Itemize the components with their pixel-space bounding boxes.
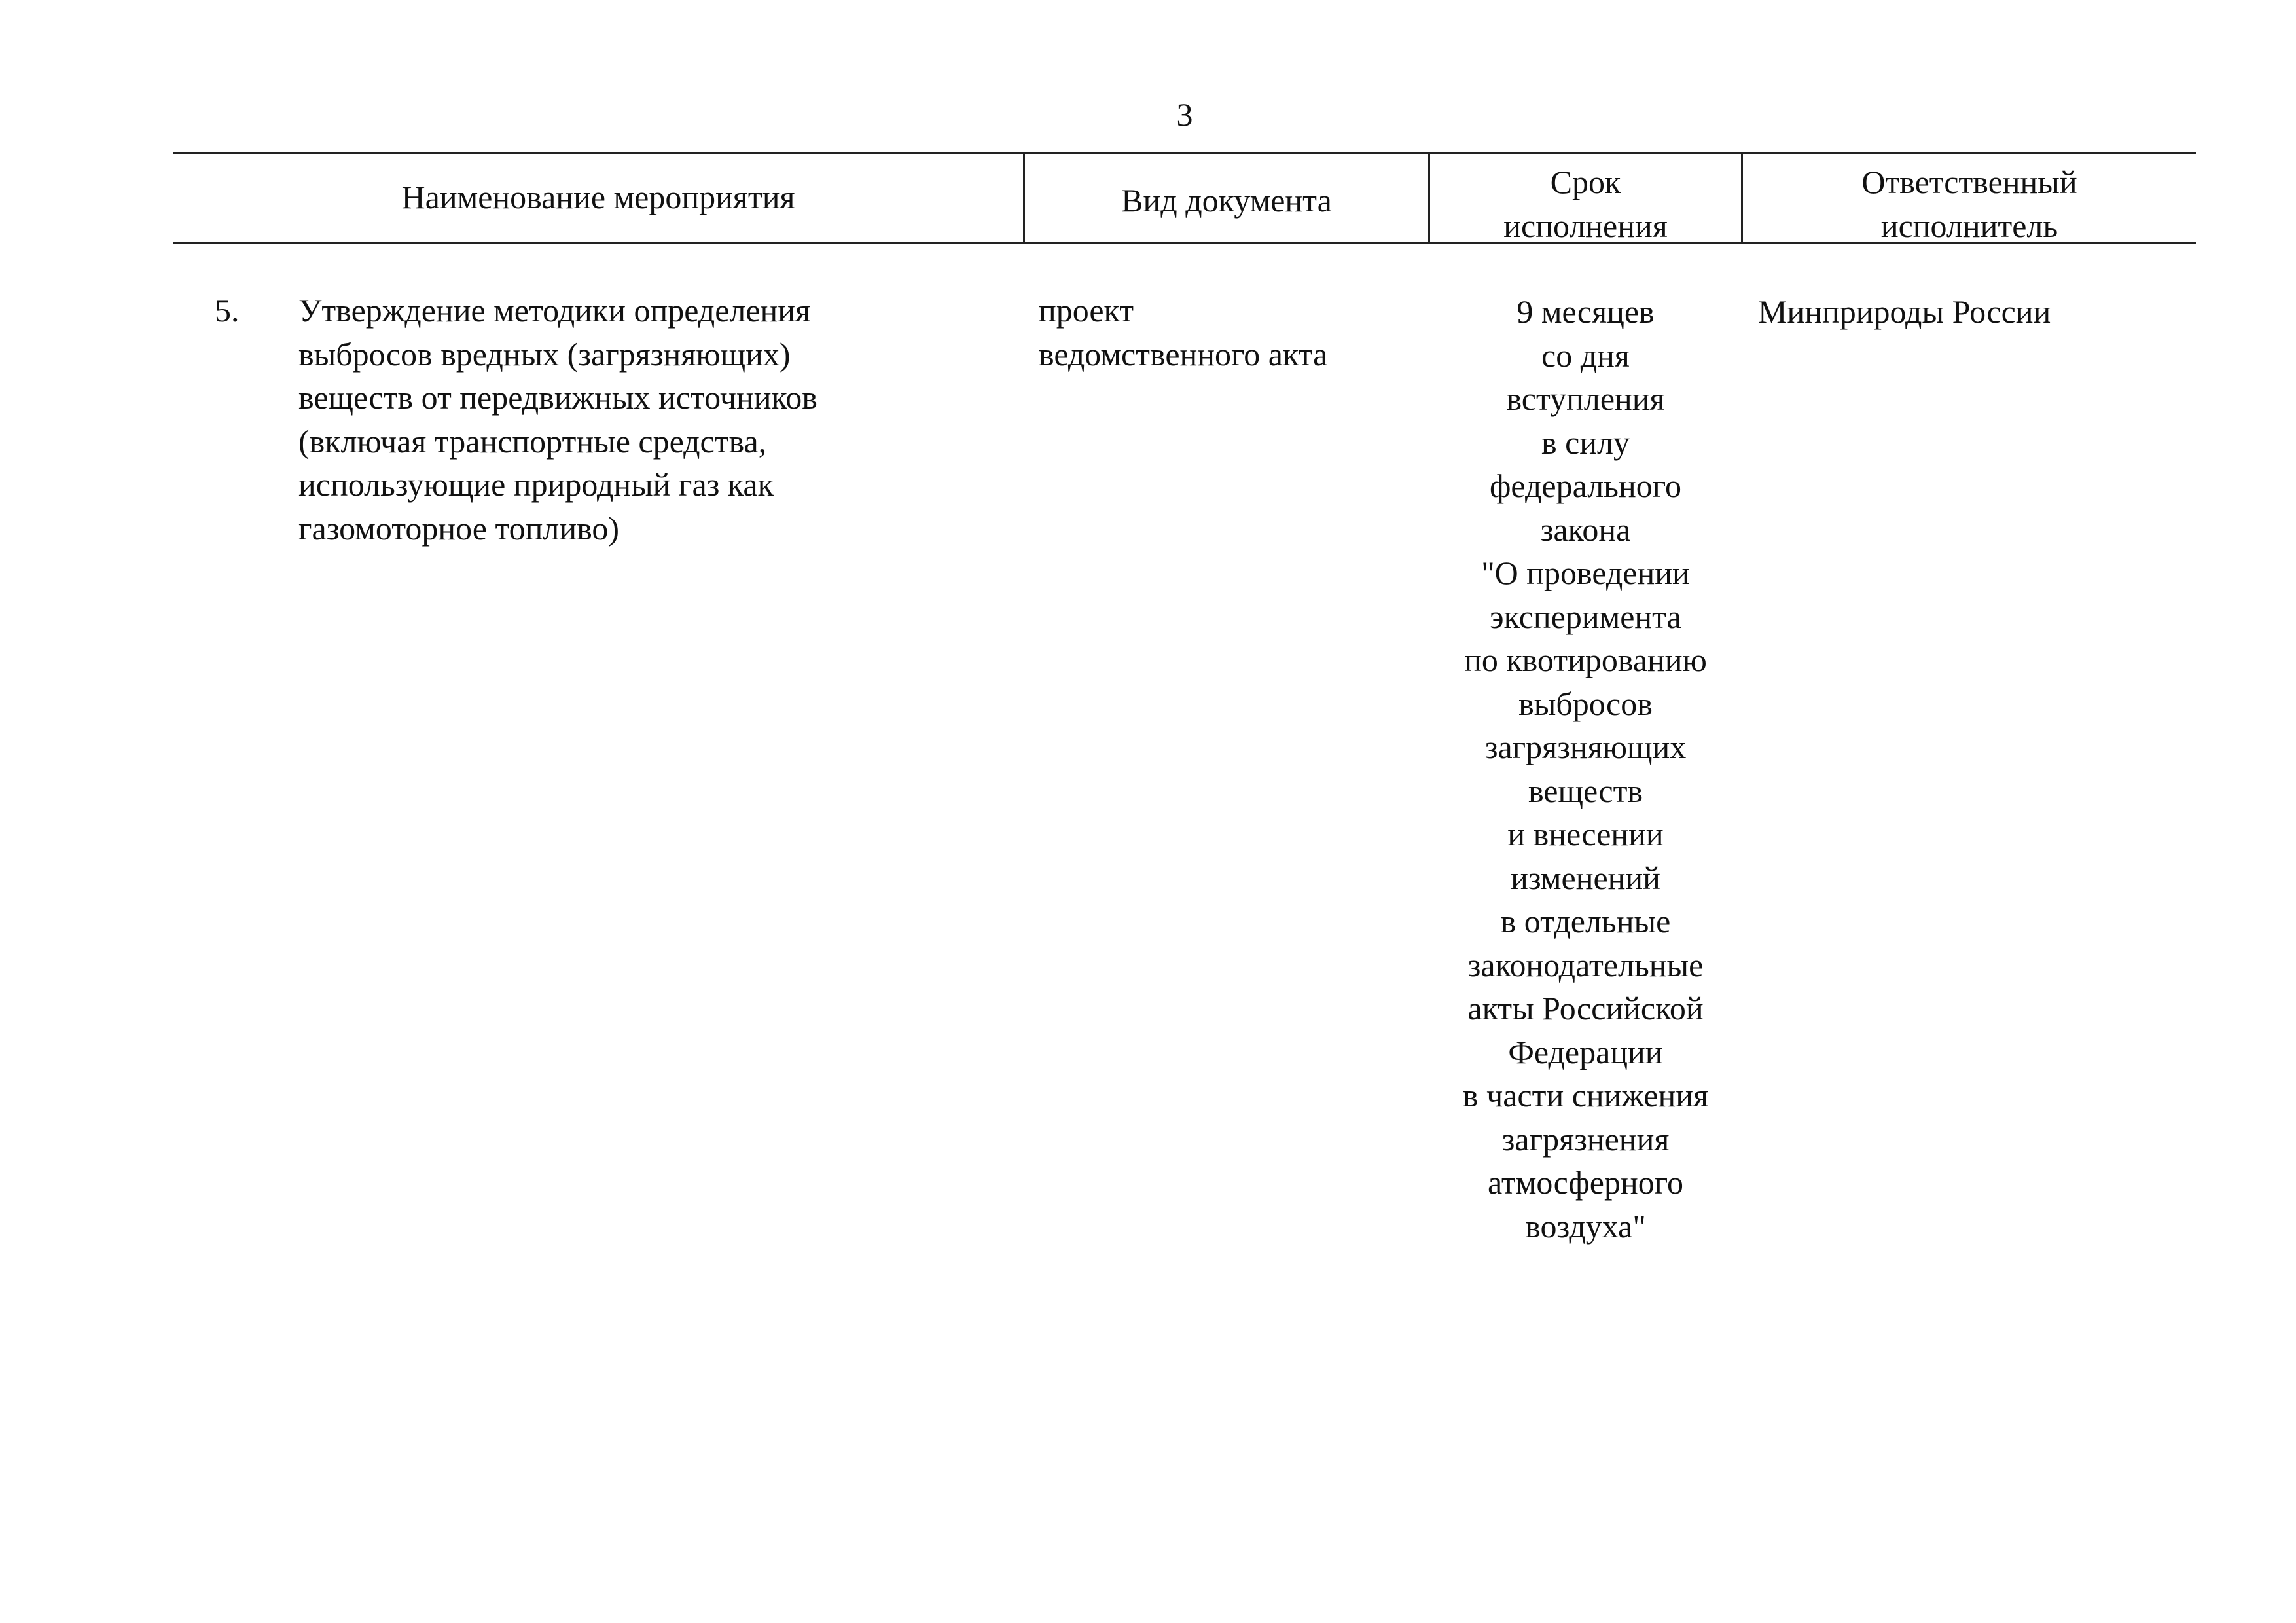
header-deadline-line: исполнения [1503,208,1668,244]
event-name-line: (включая транспортные средства, [298,422,767,460]
header-deadline-line: Срок [1550,164,1621,200]
deadline-line: и внесении [1507,816,1664,852]
row-number: 5. [215,292,240,329]
deadline-line: "О проведении [1481,555,1690,591]
deadline-line: вступления [1506,380,1665,417]
document-type-line: ведомственного акта [1039,335,1328,373]
header-event-name: Наименование мероприятия [401,179,795,215]
deadline-line: воздуха" [1525,1207,1646,1245]
event-name-line: выбросов вредных (загрязняющих) [298,335,791,373]
event-name-line: Утверждение методики определения [298,292,811,329]
deadline-line: закона [1540,511,1631,548]
header-responsible [1743,160,2196,248]
deadline-line: в отдельные [1500,903,1671,939]
deadline-line: федерального [1490,467,1681,504]
header-top-rule [173,152,2196,154]
row-event-name [298,289,817,550]
deadline-line: в силу [1541,424,1630,461]
deadline-line: эксперимента [1490,598,1681,635]
deadline-line: загрязнения [1501,1120,1670,1158]
deadline-line: выбросов [1518,685,1653,722]
page-number: 3 [1176,96,1193,133]
event-name-line: газомоторное топливо) [298,509,620,547]
deadline-line: загрязняющих [1484,729,1687,765]
deadline-line: по квотированию [1464,642,1707,678]
header-responsible-line: исполнитель [1880,208,2058,244]
deadline-line: атмосферного [1487,1164,1684,1201]
header-deadline [1430,160,1741,248]
row-responsible: Минприроды России [1758,293,2051,330]
document-type-line: проект [1039,292,1134,329]
row-document-type [1039,289,1327,376]
deadline-line: Федерации [1508,1033,1663,1070]
deadline-line: со дня [1541,337,1630,374]
event-name-line: веществ от передвижных источников [298,379,817,416]
deadline-line: веществ [1528,772,1643,809]
deadline-line: 9 месяцев [1516,293,1655,330]
row-deadline [1430,290,1741,1248]
header-document-type: Вид документа [1121,182,1332,219]
event-name-line: использующие природный газ как [298,466,774,503]
header-responsible-line: Ответственный [1861,164,2077,200]
deadline-line: изменений [1511,859,1660,896]
deadline-line: законодательные [1467,946,1704,983]
deadline-line: в части снижения [1462,1077,1709,1114]
deadline-line: акты Российской [1467,990,1704,1027]
